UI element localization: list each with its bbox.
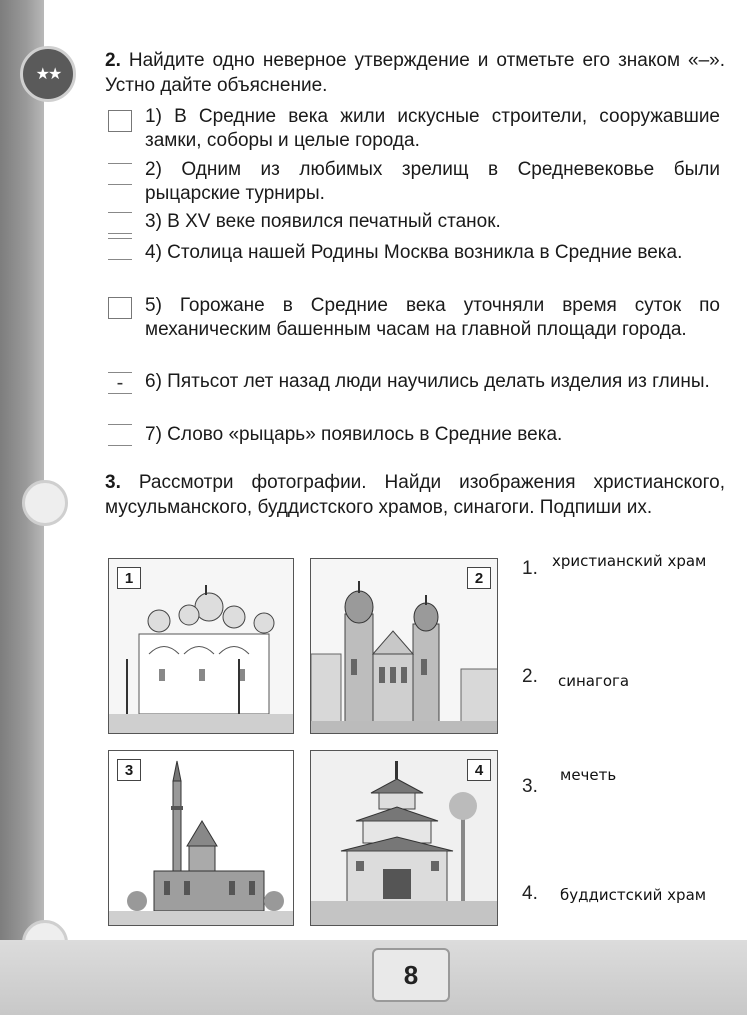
ring-decoration-icon (22, 480, 68, 526)
answer-number: 3. (522, 776, 538, 797)
task-3-instruction: Рассмотри фотографии. Найди изображения христианского, мусульманского, буддистского храмов, синагоги. Подпиши их. (105, 472, 725, 518)
task-2-number: 2. (105, 50, 121, 71)
answer-box[interactable] (108, 110, 132, 132)
stars-badge-icon: ★★ (20, 46, 76, 102)
statement-6: 6) Пятьсот лет назад люди научились делать изделия из глины. (145, 371, 710, 392)
photo-3 (108, 750, 294, 926)
photo-tag: 1 (117, 567, 141, 589)
statement-4: 4) Столица нашей Родины Москва возникла в Средние века. (145, 242, 683, 263)
statement-7: 7) Слово «рыцарь» появилось в Средние века. (145, 424, 563, 445)
statement-2: 2) Одним из любимых зрелищ в Средневековье были рыцарские турниры. (145, 159, 720, 204)
minus-mark: - (116, 371, 124, 394)
answer-box[interactable] (108, 297, 132, 319)
task-2-instruction: Найдите одно неверное утверждение и отметьте его знаком «–». Устно дайте объяснение. (105, 50, 726, 96)
answer-box[interactable] (108, 238, 132, 260)
answer-label[interactable]: мечеть (560, 766, 617, 784)
statement-1: 1) В Средние века жили искусные строители, сооружавшие замки, соборы и целые города. (145, 106, 720, 151)
answer-label[interactable]: буддистский храм (560, 886, 707, 904)
answer-label[interactable]: синагога (558, 672, 630, 690)
photo-tag: 4 (467, 759, 491, 781)
answer-label[interactable]: христианский храм (552, 552, 707, 570)
answer-box[interactable] (108, 424, 132, 446)
answer-number: 4. (522, 883, 538, 904)
statement-5: 5) Горожане в Средние века уточняли время суток по механическим башенным часам на главной площади города. (145, 295, 720, 340)
answer-box[interactable] (108, 212, 132, 234)
photo-tag: 2 (467, 567, 491, 589)
answer-number: 1. (522, 558, 538, 579)
statement-3: 3) В XV веке появился печатный станок. (145, 211, 501, 232)
page-number: 8 (372, 948, 450, 1002)
photo-tag: 3 (117, 759, 141, 781)
photo-4 (310, 750, 498, 926)
answer-box[interactable] (108, 163, 132, 185)
task-2-heading (105, 48, 725, 98)
answer-number: 2. (522, 666, 538, 687)
task-3-number: 3. (105, 472, 121, 493)
task-3-heading (105, 470, 725, 520)
photo-1 (108, 558, 294, 734)
photo-2 (310, 558, 498, 734)
